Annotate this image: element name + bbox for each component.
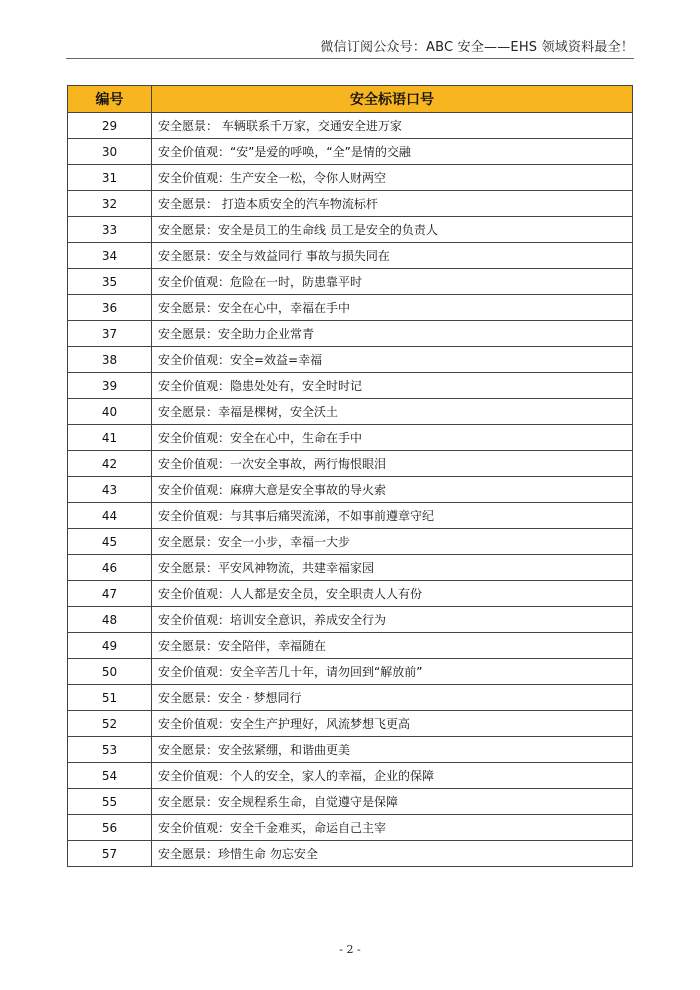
table-row xyxy=(68,113,633,139)
row-slogan-cell: 安全价值观：与其事后痛哭流涕，不如事前遵章守纪 xyxy=(152,503,633,529)
row-number-cell: 35 xyxy=(68,269,152,295)
row-number-cell: 36 xyxy=(68,295,152,321)
row-slogan-cell: 安全价值观：安全辛苦几十年，请勿回到“解放前” xyxy=(152,659,633,685)
table-row xyxy=(68,139,633,165)
row-number-cell: 53 xyxy=(68,737,152,763)
table-row xyxy=(68,269,633,295)
table-row xyxy=(68,243,633,269)
row-number-cell: 51 xyxy=(68,685,152,711)
row-number-cell: 29 xyxy=(68,113,152,139)
table-row xyxy=(68,581,633,607)
row-number-cell: 33 xyxy=(68,217,152,243)
row-number-cell: 38 xyxy=(68,347,152,373)
row-slogan-cell: 安全愿景：珍惜生命 勿忘安全 xyxy=(152,841,633,867)
row-slogan-cell: 安全愿景：安全弦紧绷，和谐曲更美 xyxy=(152,737,633,763)
row-number-cell: 39 xyxy=(68,373,152,399)
row-number-cell: 55 xyxy=(68,789,152,815)
row-number-cell: 48 xyxy=(68,607,152,633)
row-slogan-cell: 安全价值观：一次安全事故，两行悔恨眼泪 xyxy=(152,451,633,477)
row-slogan-cell: 安全愿景：安全助力企业常青 xyxy=(152,321,633,347)
row-slogan-cell: 安全愿景：安全陪伴，幸福随在 xyxy=(152,633,633,659)
table-row xyxy=(68,217,633,243)
row-slogan-cell: 安全价值观：隐患处处有，安全时时记 xyxy=(152,373,633,399)
row-slogan-cell: 安全愿景： 打造本质安全的汽车物流标杆 xyxy=(152,191,633,217)
row-number-cell: 30 xyxy=(68,139,152,165)
table-row xyxy=(68,789,633,815)
table-header-row xyxy=(68,86,633,113)
table-row xyxy=(68,451,633,477)
table-row xyxy=(68,607,633,633)
row-slogan-cell: 安全愿景：安全一小步，幸福一大步 xyxy=(152,529,633,555)
slogan-table xyxy=(67,85,633,867)
row-slogan-cell: 安全愿景：幸福是棵树，安全沃土 xyxy=(152,399,633,425)
table-row xyxy=(68,529,633,555)
table-row xyxy=(68,841,633,867)
row-slogan-cell: 安全价值观：人人都是安全员，安全职责人人有份 xyxy=(152,581,633,607)
row-number-cell: 47 xyxy=(68,581,152,607)
table-row xyxy=(68,373,633,399)
row-number-cell: 56 xyxy=(68,815,152,841)
table-row xyxy=(68,321,633,347)
row-slogan-cell: 安全愿景：安全与效益同行 事故与损失同在 xyxy=(152,243,633,269)
table-row xyxy=(68,685,633,711)
row-number-cell: 54 xyxy=(68,763,152,789)
column-header-slogan: 安全标语口号 xyxy=(152,86,633,113)
row-slogan-cell: 安全价值观：“安”是爱的呼唤，“全”是情的交融 xyxy=(152,139,633,165)
page-header xyxy=(0,0,700,56)
table-row xyxy=(68,347,633,373)
row-number-cell: 42 xyxy=(68,451,152,477)
header-title: 微信订阅公众号：ABC 安全——EHS 领域资料最全！ xyxy=(320,40,634,55)
table-row xyxy=(68,763,633,789)
row-number-cell: 37 xyxy=(68,321,152,347)
table-row xyxy=(68,477,633,503)
row-number-cell: 57 xyxy=(68,841,152,867)
table-row xyxy=(68,425,633,451)
row-slogan-cell: 安全价值观：安全=效益=幸福 xyxy=(152,347,633,373)
row-number-cell: 45 xyxy=(68,529,152,555)
row-slogan-cell: 安全价值观：安全在心中，生命在手中 xyxy=(152,425,633,451)
header-divider xyxy=(66,58,634,59)
page-number: - 2 - xyxy=(339,943,361,956)
column-header-number: 编号 xyxy=(68,86,152,113)
slogan-table-container xyxy=(67,85,632,867)
row-number-cell: 41 xyxy=(68,425,152,451)
row-slogan-cell: 安全愿景：安全规程系生命，自觉遵守是保障 xyxy=(152,789,633,815)
table-row xyxy=(68,165,633,191)
row-slogan-cell: 安全愿景：安全是员工的生命线 员工是安全的负责人 xyxy=(152,217,633,243)
table-body xyxy=(68,113,633,867)
row-number-cell: 49 xyxy=(68,633,152,659)
row-number-cell: 40 xyxy=(68,399,152,425)
row-slogan-cell: 安全愿景：安全在心中，幸福在手中 xyxy=(152,295,633,321)
table-row xyxy=(68,737,633,763)
row-number-cell: 31 xyxy=(68,165,152,191)
row-slogan-cell: 安全价值观：培训安全意识，养成安全行为 xyxy=(152,607,633,633)
row-slogan-cell: 安全愿景：平安风神物流，共建幸福家园 xyxy=(152,555,633,581)
row-slogan-cell: 安全价值观：个人的安全，家人的幸福，企业的保障 xyxy=(152,763,633,789)
table-row xyxy=(68,659,633,685)
row-number-cell: 34 xyxy=(68,243,152,269)
row-number-cell: 50 xyxy=(68,659,152,685)
row-slogan-cell: 安全价值观：安全千金难买，命运自己主宰 xyxy=(152,815,633,841)
row-slogan-cell: 安全价值观：安全生产护理好，风流梦想飞更高 xyxy=(152,711,633,737)
row-number-cell: 32 xyxy=(68,191,152,217)
table-row xyxy=(68,633,633,659)
row-slogan-cell: 安全愿景：安全 · 梦想同行 xyxy=(152,685,633,711)
row-number-cell: 44 xyxy=(68,503,152,529)
table-row xyxy=(68,295,633,321)
table-row xyxy=(68,815,633,841)
table-row xyxy=(68,711,633,737)
row-slogan-cell: 安全价值观：麻痹大意是安全事故的导火索 xyxy=(152,477,633,503)
row-slogan-cell: 安全价值观：危险在一时，防患靠平时 xyxy=(152,269,633,295)
row-number-cell: 43 xyxy=(68,477,152,503)
row-number-cell: 46 xyxy=(68,555,152,581)
table-row xyxy=(68,191,633,217)
row-slogan-cell: 安全价值观：生产安全一松，令你人财两空 xyxy=(152,165,633,191)
table-row xyxy=(68,503,633,529)
row-slogan-cell: 安全愿景： 车辆联系千万家，交通安全进万家 xyxy=(152,113,633,139)
table-row xyxy=(68,555,633,581)
table-row xyxy=(68,399,633,425)
row-number-cell: 52 xyxy=(68,711,152,737)
